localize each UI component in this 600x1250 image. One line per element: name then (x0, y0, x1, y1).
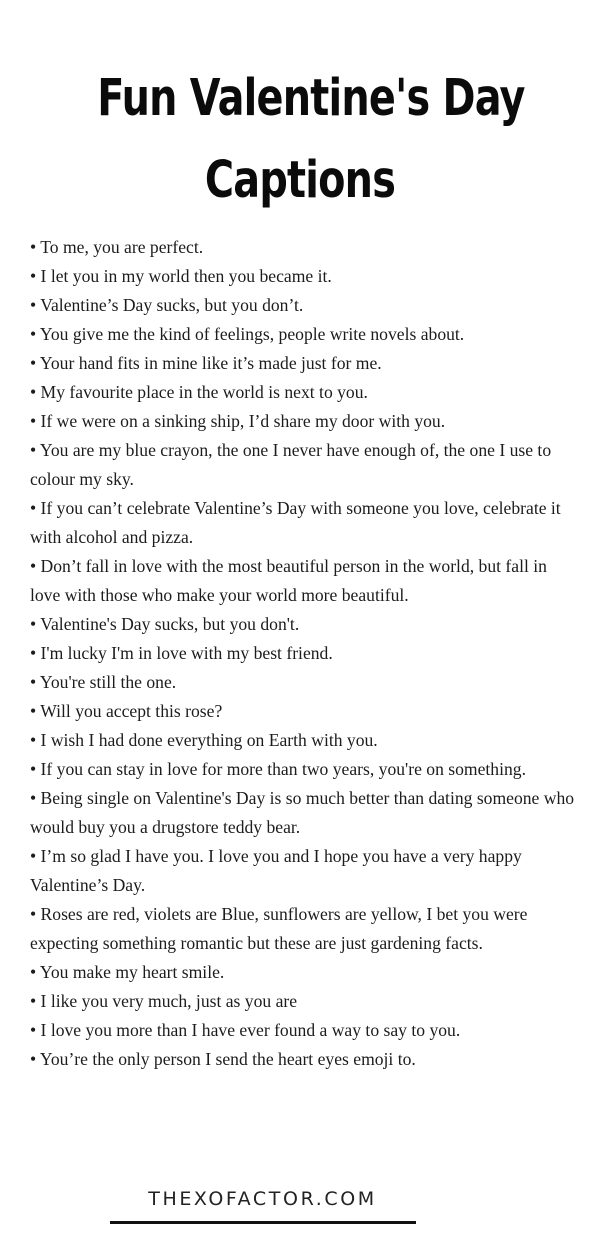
caption-item: • I'm lucky I'm in love with my best friend. (30, 643, 333, 663)
caption-item: • You’re the only person I send the heart eyes emoji to. (30, 1049, 416, 1069)
footer-divider (110, 1221, 416, 1224)
caption-item: • You're still the one. (30, 672, 177, 692)
site-watermark: THEXOFACTOR.COM (148, 1188, 377, 1210)
caption-item: • I wish I had done everything on Earth with you. (30, 730, 378, 750)
caption-item: • If we were on a sinking ship, I’d share my door with you. (30, 411, 446, 431)
caption-item: • Roses are red, violets are Blue, sunflowers are yellow, I bet you were expecting something romantic but these are just gardening facts. (30, 904, 528, 953)
caption-item: • Don’t fall in love with the most beautiful person in the world, but fall in love with those who make your world more beautiful. (30, 556, 547, 605)
caption-item: • I like you very much, just as you are (30, 991, 298, 1011)
caption-item: • If you can stay in love for more than two years, you're on something. (30, 759, 526, 779)
caption-item: • If you can’t celebrate Valentine’s Day with someone you love, celebrate it with alcohol and pizza. (30, 498, 561, 547)
title-line-1: Fun Valentine's Day (97, 69, 525, 128)
caption-item: • I let you in my world then you became it. (30, 266, 332, 286)
caption-item: • Being single on Valentine's Day is so much better than dating someone who would buy you a drugstore teddy bear. (30, 788, 575, 837)
caption-item: • Valentine's Day sucks, but you don't. (30, 614, 300, 634)
caption-item: • Your hand fits in mine like it’s made just for me. (30, 353, 382, 373)
caption-list (30, 233, 575, 1074)
caption-item: • You make my heart smile. (30, 962, 225, 982)
caption-item: • I love you more than I have ever found a way to say to you. (30, 1020, 461, 1040)
caption-item: • To me, you are perfect. (30, 237, 204, 257)
caption-item: • I’m so glad I have you. I love you and I hope you have a very happy Valentine’s Day. (30, 846, 522, 895)
title-line-2: Captions (204, 151, 396, 210)
caption-item: • Will you accept this rose? (30, 701, 223, 721)
caption-item: • My favourite place in the world is next to you. (30, 382, 368, 402)
caption-item: • Valentine’s Day sucks, but you don’t. (30, 295, 304, 315)
page-title (97, 58, 525, 222)
caption-item: • You give me the kind of feelings, people write novels about. (30, 324, 465, 344)
caption-item: • You are my blue crayon, the one I never have enough of, the one I use to colour my sky. (30, 440, 552, 489)
